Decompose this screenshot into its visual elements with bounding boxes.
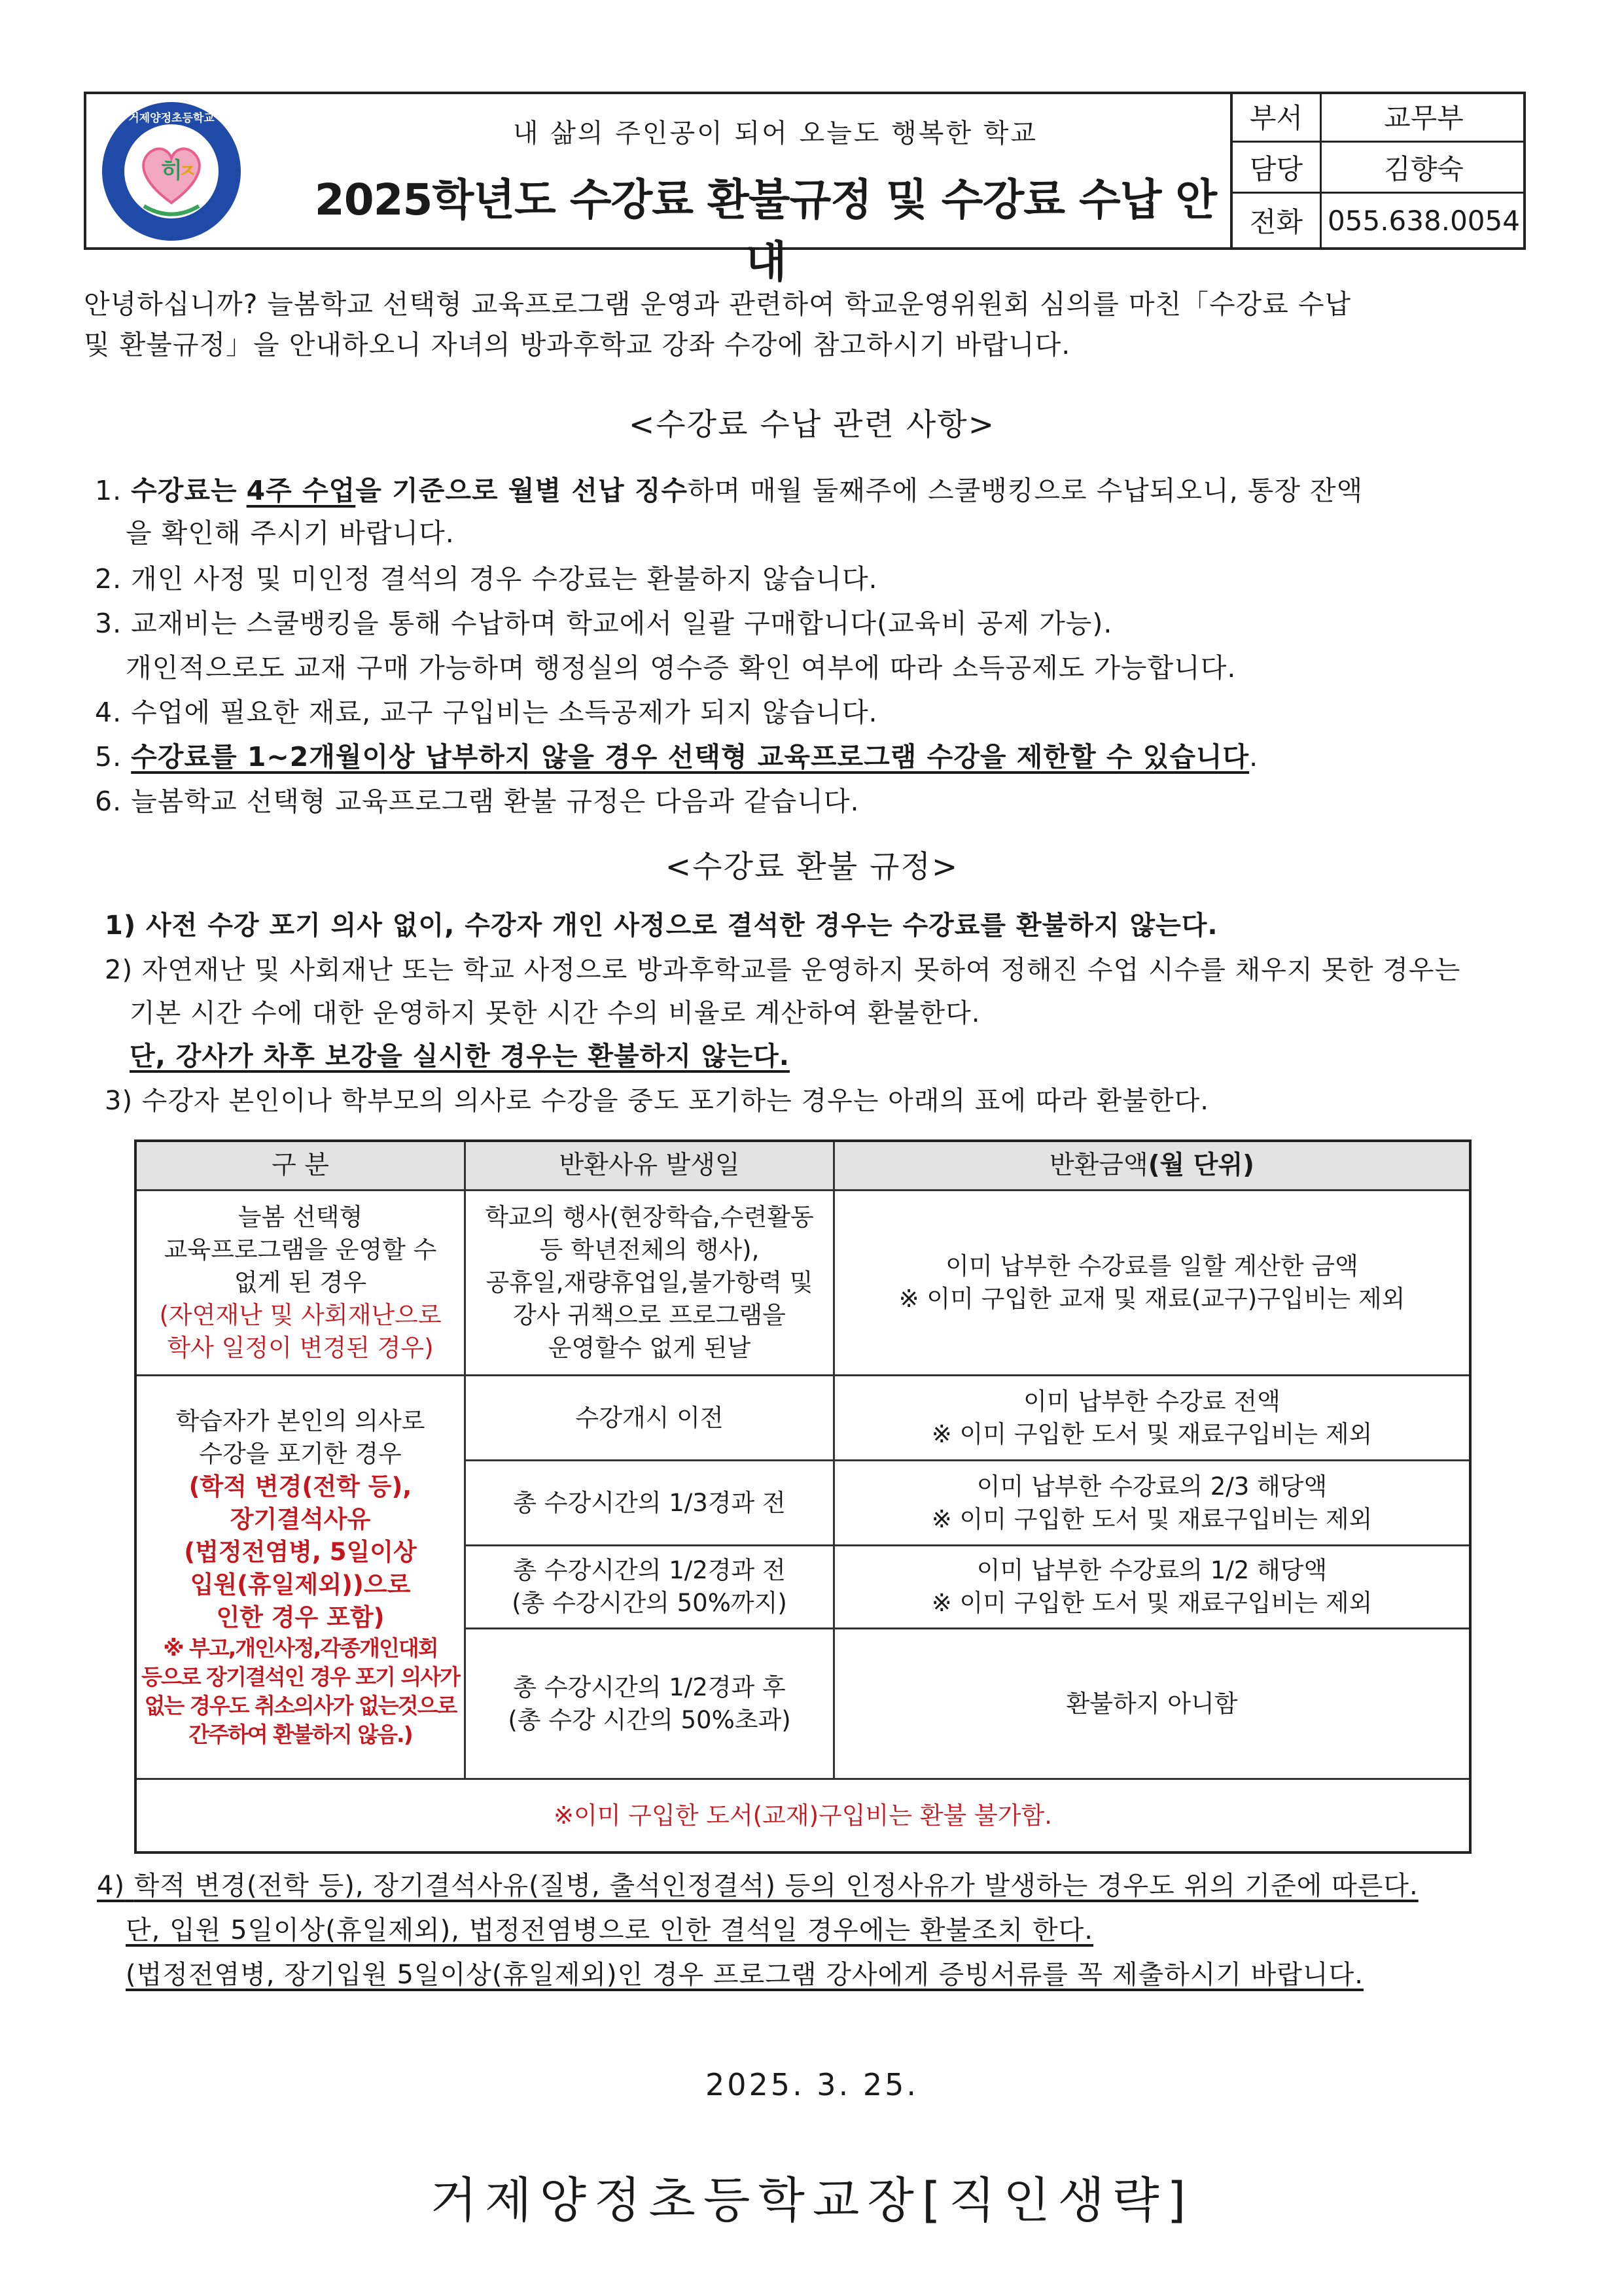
table-row-1-amount [835,1376,1469,1459]
payment-item-1-line-2: 을 확인해 주시기 바랍니다. [126,517,455,549]
category-text: 늘봄 선택형 [238,1203,363,1231]
amount-text: 이미 납부한 수강료의 1/2 해당액 [976,1556,1328,1584]
refund-rule-1: 1) 사전 수강 포기 의사 없이, 수강자 개인 사정으로 결석한 경우는 수강료를 환불하지 않는다. [105,911,1218,941]
item-1-bold-a: 수강료는 [131,475,238,506]
amount-text: 이미 납부한 수강료의 2/3 해당액 [976,1472,1328,1501]
refund-rule-2-line-2: 기본 시간 수에 대한 운영하지 못한 시간 수의 비율로 계산하여 환불한다. [130,998,981,1028]
table-row-2-occurrence [466,1461,833,1544]
info-row-manager [1233,143,1526,194]
payment-item-6: 6. 늘봄학교 선택형 교육프로그램 환불 규정은 다음과 같습니다. [95,786,860,817]
item-5-text: 수강료를 1~2개월이상 납부하지 않을 경우 선택형 교육프로그램 수강을 제한할 수 있습니다 [131,741,1250,773]
category-note: 없는 경우도 취소의사가 없는것으로 [144,1693,457,1718]
occurrence-text: 총 수강시간의 1/3경과 전 [513,1488,786,1517]
occurrence-text: 총 수강시간의 1/2경과 전 [513,1556,786,1584]
header-amount-prefix: 반환금액 [1050,1151,1148,1180]
occurrence-text: 공휴일,재량휴업일,불가항력 및 [485,1268,813,1296]
refund-rule-2: 2) 자연재난 및 사회재난 또는 학교 사정으로 방과후학교를 운영하지 못하여 정해진 수업 시수를 채우지 못한 경우는 [105,955,1461,985]
occurrence-subtext: (총 수강시간의 50%까지) [512,1589,787,1617]
table-row-3-occurrence [466,1546,833,1627]
payment-item-3: 3. 교재비는 스쿨뱅킹을 통해 수납하며 학교에서 일괄 구매합니다(교육비 공제 가능). [95,608,1113,639]
header-category: 구 분 [272,1151,329,1180]
item-1-bold-c: 을 기준으로 월별 선납 징수 [355,475,688,506]
occurrence-text: 운영할수 없게 된날 [548,1334,751,1362]
occurrence-subtext: (총 수강 시간의 50%초과) [508,1705,791,1734]
amount-note: ※ 이미 구입한 도서 및 재료구입비는 제외 [931,1505,1373,1533]
header-occurrence: 반환사유 발생일 [559,1151,740,1180]
refund-rule-3: 3) 수강자 본인이나 학부모의 의사로 수강을 중도 포기하는 경우는 아래의 표에 따라 환불한다. [105,1086,1210,1116]
group-2-category [137,1376,464,1778]
info-key: 부서 [1233,92,1322,141]
occurrence-text: 학교의 행사(현장학습,수련활동 [485,1203,814,1231]
table-row-1-occurrence [466,1376,833,1459]
category-red-text: 입원(휴일제외))으로 [190,1571,411,1599]
intro-line-1: 안녕하십니까? 늘봄학교 선택형 교육프로그램 운영과 관련하여 학교운영위원회 심의를 마친「수강료 수납 [84,288,1352,320]
school-principal-signature: 거제양정초등학교장[직인생략] [430,2172,1194,2229]
amount-note: ※ 이미 구입한 도서 및 재료구입비는 제외 [931,1589,1373,1617]
category-text: 수강을 포기한 경우 [199,1440,402,1468]
table-row-4-amount [835,1629,1469,1778]
group-1-category [137,1191,464,1374]
school-motto: 내 삶의 주인공이 되어 오늘도 행복한 학교 [512,118,1038,148]
info-key: 담당 [1233,143,1322,192]
group-1-occurrence [466,1191,833,1374]
occurrence-text: 등 학년전체의 행사), [539,1236,760,1264]
refund-rule-4-line-2: 단, 입원 5일이상(휴일제외), 법정전염병으로 인한 결석일 경우에는 환불조치 한다. [126,1915,1094,1945]
svg-text:거제양정초등학교: 거제양정초등학교 [128,112,215,125]
item-1-rest: 하며 매월 둘째주에 스쿨뱅킹으로 수납되오니, 통장 잔액 [688,475,1364,506]
intro-line-2: 및 환불규정」을 안내하오니 자녀의 방과후학교 강좌 수강에 참고하시기 바랍니다. [84,329,1071,360]
category-text: 없게 된 경우 [234,1268,367,1296]
school-logo [98,98,245,245]
category-red-text: (법정전염병, 5일이상 [184,1538,417,1566]
table-footer-note: ※이미 구입한 도서(교재)구입비는 환불 불가함. [553,1801,1053,1830]
refund-rule-2-line-3: 단, 강사가 차후 보강을 실시한 경우는 환불하지 않는다. [130,1041,790,1071]
item-number: 1. [95,475,122,506]
item-1-bold-b: 4주 수업 [246,475,356,506]
category-red-text: 학사 일정이 변경된 경우) [167,1334,434,1362]
refund-table [134,1139,1472,1854]
svg-text:ㅈ: ㅈ [178,160,197,183]
rule-4-line-1: 학적 변경(전학 등), 장기결석사유(질병, 출석인정결석) 등의 인정사유가 발생하는 경우도 위의 기준에 따른다. [133,1871,1419,1901]
table-row-2-amount [835,1461,1469,1544]
category-text: 교육프로그램을 운영할 수 [164,1236,437,1264]
category-red-text: 인한 경우 포함) [216,1603,385,1631]
category-note: 등으로 장기결석인 경우 포기 의사가 [141,1664,460,1690]
amount-text: 이미 납부한 수강료 전액 [1023,1387,1280,1416]
header-amount-unit: (월 단위) [1148,1151,1254,1180]
item-number: 5. [95,741,122,773]
item-5-end: . [1249,741,1259,773]
category-note: 간주하여 환불하지 않음.) [188,1722,412,1747]
document-title: 2025학년도 수강료 환불규정 및 수강료 수납 안내 [314,175,1217,287]
amount-text: 이미 납부한 수강료를 일할 계산한 금액 [945,1252,1358,1280]
payment-item-2: 2. 개인 사정 및 미인정 결석의 경우 수강료는 환불하지 않습니다. [95,563,878,595]
amount-note: ※ 이미 구입한 도서 및 재료구입비는 제외 [931,1419,1373,1448]
payment-item-1 [95,469,1363,512]
payment-item-3-line-2: 개인적으로도 교재 구매 가능하며 행정실의 영수증 확인 여부에 따라 소득공제도 가능합니다. [126,652,1237,684]
category-red-text: (자연재난 및 사회재난으로 [159,1301,442,1329]
info-value: 교무부 [1384,101,1464,134]
info-value: 김향숙 [1384,152,1464,185]
payment-item-4: 4. 수업에 필요한 재료, 교구 구입비는 소득공제가 되지 않습니다. [95,697,878,728]
refund-rule-4-line-3: (법정전염병, 장기입원 5일이상(휴일제외)인 경우 프로그램 강사에게 증빙서류를 꼭 제출하시기 바랍니다. [126,1960,1364,1990]
svg-text:히: 히 [161,158,183,184]
table-row-4-occurrence [466,1629,833,1778]
contact-info-table [1230,92,1526,250]
amount-text: 환불하지 아니함 [1066,1689,1238,1718]
occurrence-text: 총 수강시간의 1/2경과 후 [513,1673,786,1701]
refund-rule-4 [97,1864,1419,1907]
category-red-text: 장기결석사유 [230,1505,371,1533]
refund-section-title: <수강료 환불 규정> [665,849,959,885]
document-date: 2025. 3. 25. [705,2067,919,2102]
table-row-3-amount [835,1546,1469,1627]
category-red-text: (학적 변경(전학 등), [188,1472,412,1501]
info-value: 055.638.0054 [1328,204,1520,237]
occurrence-text: 강사 귀책으로 프로그램을 [513,1301,786,1329]
header-amount [835,1142,1469,1189]
occurrence-text: 수강개시 이전 [575,1403,724,1432]
amount-note: ※ 이미 구입한 교재 및 재료(교구)구입비는 제외 [898,1285,1405,1313]
group-1-amount [835,1191,1469,1374]
info-row-phone [1233,194,1526,247]
payment-section-title: <수강료 수납 관련 사항> [628,407,996,443]
payment-item-5 [95,735,1258,778]
item-number: 4) [97,1871,126,1901]
category-text: 학습자가 본인의 의사로 [175,1407,425,1435]
info-key: 전화 [1233,194,1322,247]
category-note: ※ 부고,개인사정,각종개인대회 [163,1635,438,1661]
info-row-department [1233,92,1526,143]
